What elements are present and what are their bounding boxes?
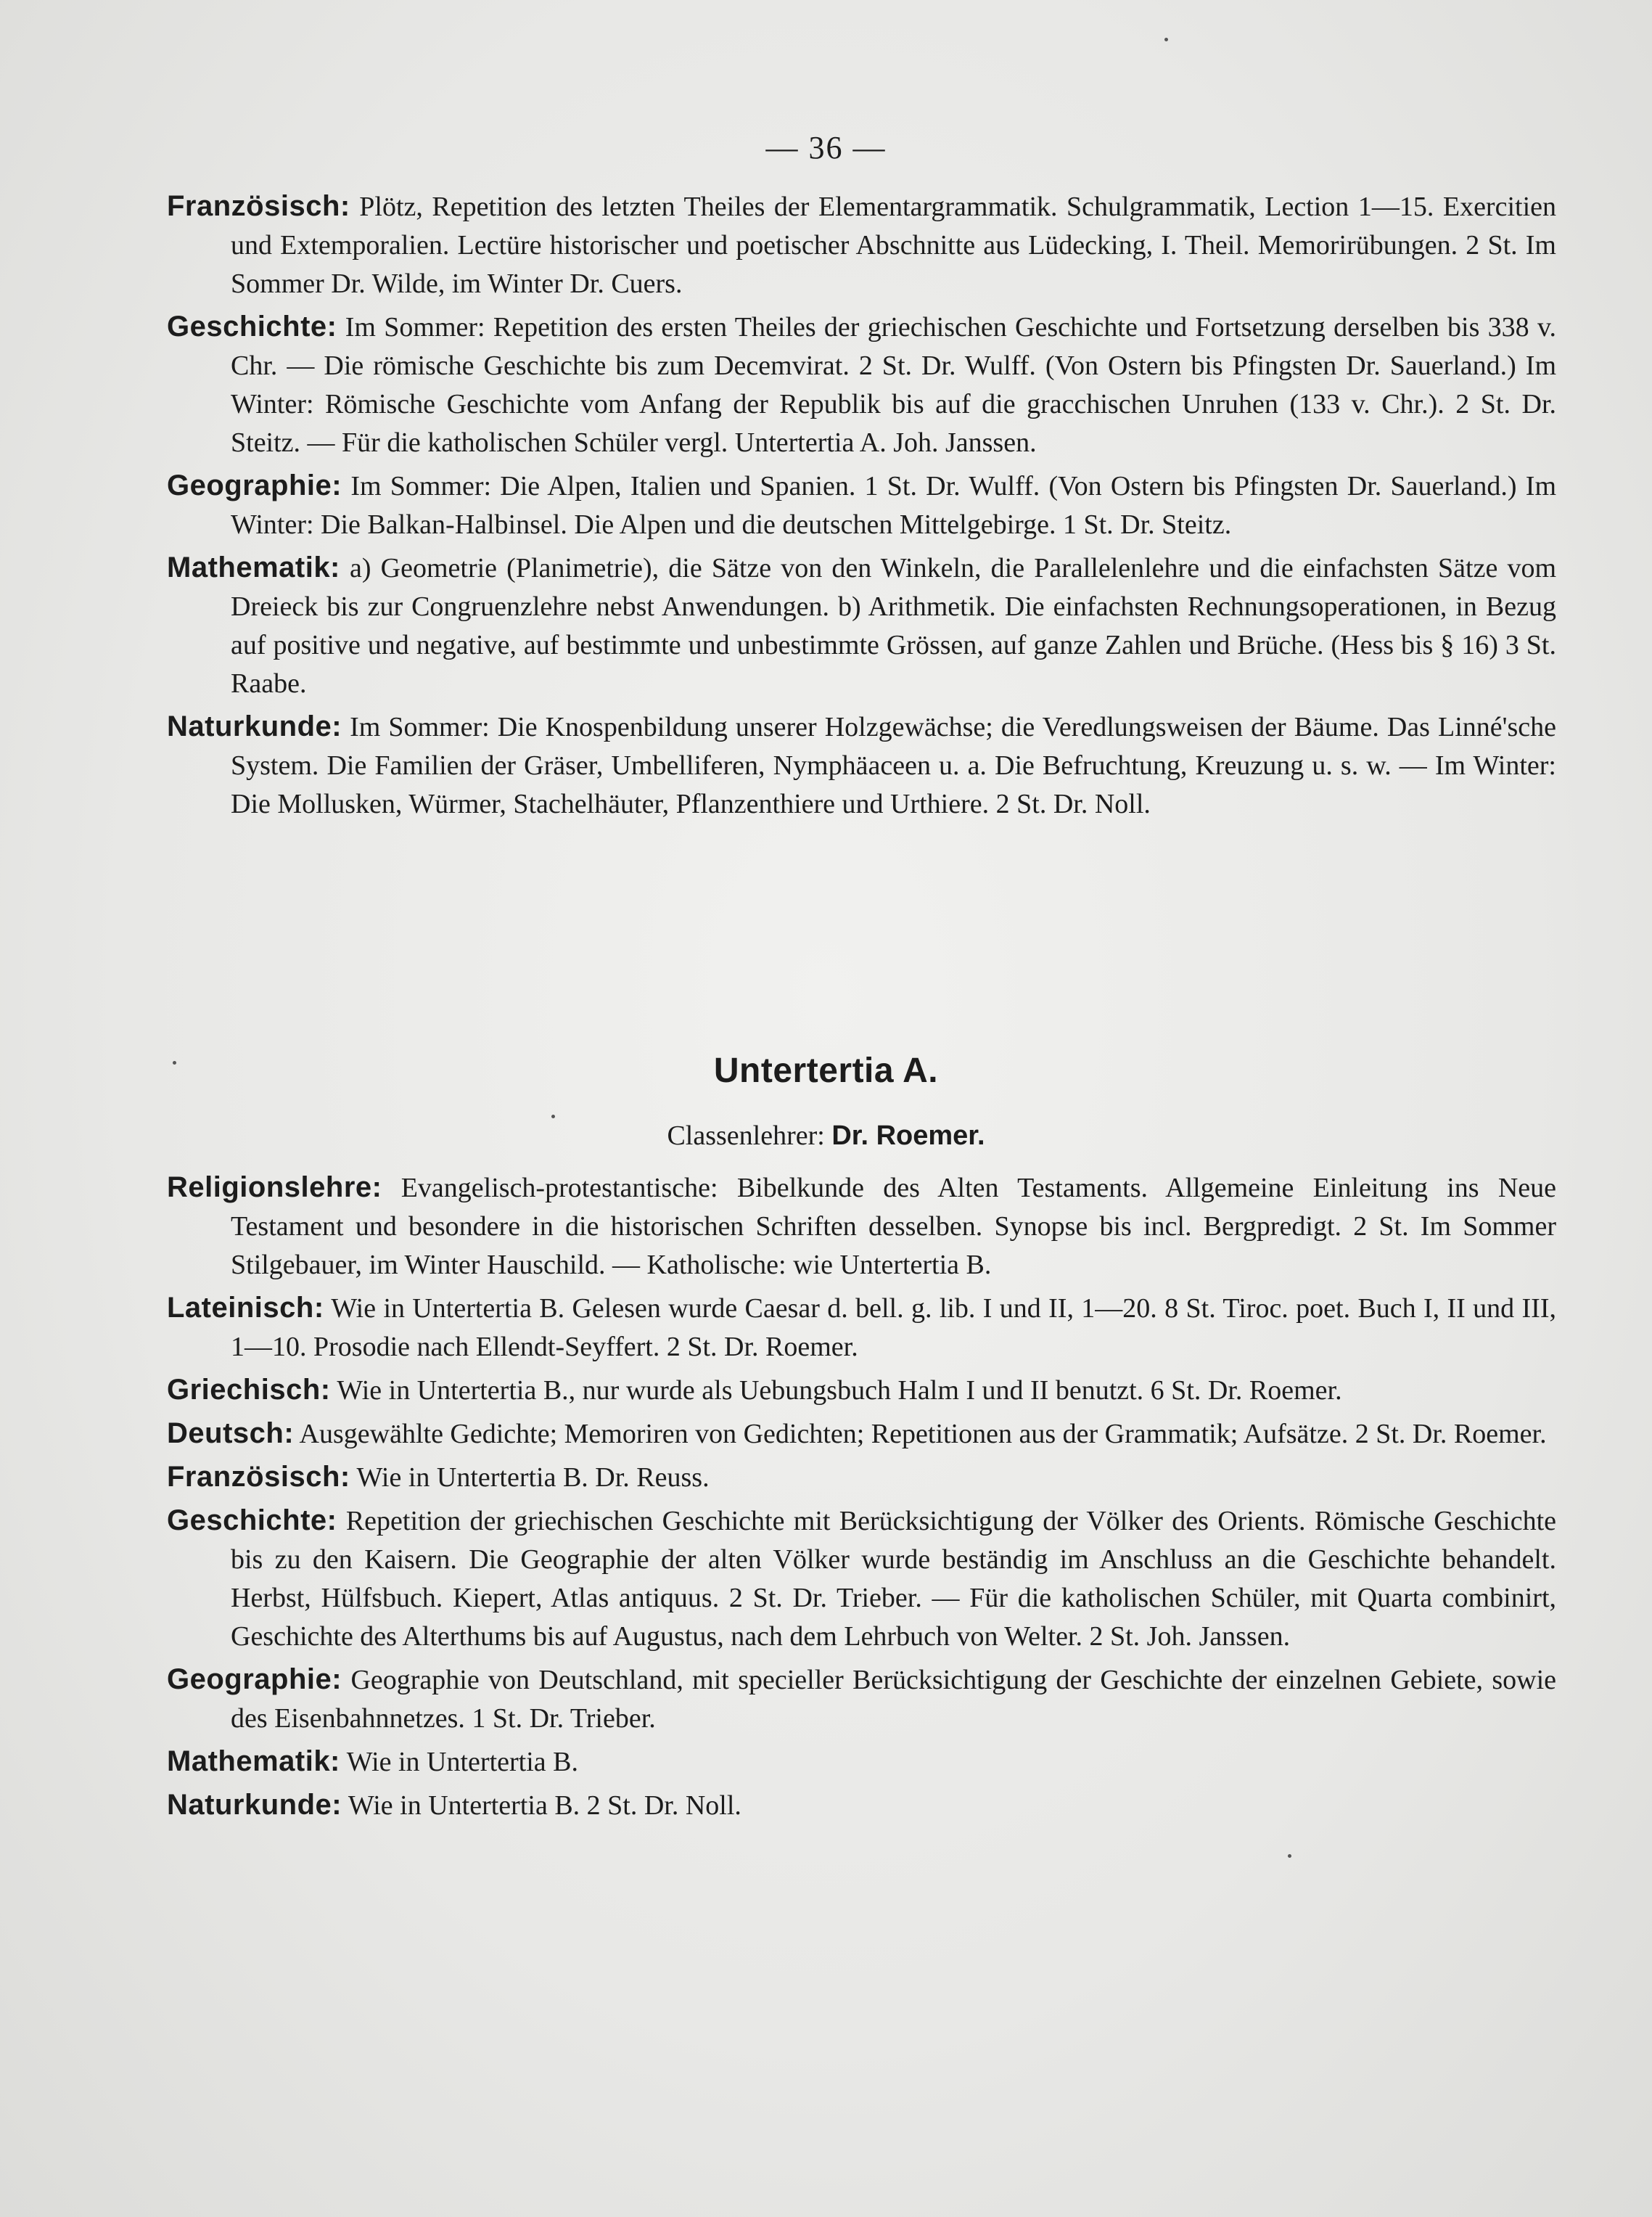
entry-geschichte: [167, 308, 1556, 462]
class-teacher: [0, 1120, 1652, 1152]
entry-term: Griechisch:: [167, 1374, 331, 1406]
entry-mathematik: [167, 1742, 1556, 1782]
entry-franzoesisch: [167, 187, 1556, 303]
entry-term: Mathematik:: [167, 1745, 340, 1777]
entry-term: Geographie:: [167, 470, 342, 501]
class-teacher-label: Classenlehrer:: [667, 1120, 825, 1151]
entry-text: Im Sommer: Die Knospenbildung unserer Holzgewächse; die Veredlungsweisen der Bäume. Das Linné'sche System. Die Familien der Gräser, Umbelliferen, Nymphäaceen u. a. Die Befruchtung, Kreuzung u. s. w. — Im Winter: Die Mollusken, Würmer, Stachelhäuter, Pflanzenthiere und Urthiere. 2 St. Dr. Noll.: [231, 712, 1556, 819]
entry-religionslehre: [167, 1168, 1556, 1284]
entry-term: Geschichte:: [167, 311, 337, 343]
entry-text: Geographie von Deutschland, mit specieller Berücksichtigung der Geschichte der einzelnen Gebiete, sowie des Eisenbahnnetzes. 1 St. Dr. Trieber.: [231, 1665, 1557, 1734]
entry-term: Geschichte:: [167, 1504, 337, 1536]
entry-text: Wie in Untertertia B. 2 St. Dr. Noll.: [348, 1790, 741, 1821]
entry-geographie: [167, 467, 1556, 544]
entry-text: Repetition der griechischen Geschichte mit Berücksichtigung der Völker des Orients. Römische Geschichte bis zu den Kaisern. Die Geographie der alten Völker wurde beständig im Anschluss an die Geschichte behandelt. Herbst, Hülfsbuch. Kiepert, Atlas antiquus. 2 St. Dr. Trieber. — Für die katholischen Schüler, mit Quarta combinirt, Geschichte des Alterthums bis auf Augustus, nach dem Lehrbuch von Welter. 2 St. Joh. Janssen.: [231, 1506, 1557, 1652]
entry-term: Französisch:: [167, 1461, 350, 1493]
bottom-entries: [167, 1168, 1556, 1829]
entry-text: Wie in Untertertia B.: [346, 1747, 578, 1777]
entry-lateinisch: [167, 1289, 1556, 1366]
entry-deutsch: [167, 1414, 1556, 1454]
entry-term: Religionslehre:: [167, 1171, 382, 1203]
entry-griechisch: [167, 1371, 1556, 1410]
top-entries: [167, 187, 1556, 828]
entry-text: Ausgewählte Gedichte; Memoriren von Gedichten; Repetitionen aus der Grammatik; Aufsätze. 2 St. Dr. Roemer.: [299, 1419, 1547, 1449]
entry-term: Geographie:: [167, 1663, 342, 1695]
entry-text: Plötz, Repetition des letzten Theiles der Elementargrammatik. Schulgrammatik, Lection 1—15. Exercitien und Extemporalien. Lectüre historischer und poetischer Abschnitte aus Lüdecking, I. Theil. Memorirübungen. 2 St. Im Sommer Dr. Wilde, im Winter Dr. Cuers.: [231, 192, 1556, 299]
entry-naturkunde: [167, 708, 1556, 824]
paper-speck: [1288, 1854, 1291, 1858]
entry-term: Mathematik:: [167, 552, 340, 583]
entry-term: Naturkunde:: [167, 710, 342, 742]
page-number: — 36 —: [765, 130, 887, 165]
entry-text: Wie in Untertertia B., nur wurde als Uebungsbuch Halm I und II benutzt. 6 St. Dr. Roemer.: [337, 1375, 1342, 1406]
entry-text: Wie in Untertertia B. Gelesen wurde Caesar d. bell. g. lib. I und II, 1—20. 8 St. Tiroc. poet. Buch I, II und III, 1—10. Prosodie nach Ellendt-Seyffert. 2 St. Dr. Roemer.: [231, 1293, 1556, 1362]
paper-speck: [551, 1115, 555, 1118]
entry-geschichte: [167, 1501, 1556, 1656]
entry-text: Wie in Untertertia B. Dr. Reuss.: [356, 1462, 710, 1493]
entry-text: a) Geometrie (Planimetrie), die Sätze von den Winkeln, die Parallelenlehre und die einfachsten Sätze vom Dreieck bis zur Congruenzlehre nebst Anwendungen. b) Arithmetik. Die einfachsten Rechnungsoperationen, in Bezug auf positive und negative, auf bestimmte und unbestimmte Grössen, auf ganze Zahlen und Brüche. (Hess bis § 16) 3 St. Raabe.: [231, 553, 1557, 699]
paper-speck: [1164, 38, 1168, 41]
entry-geographie: [167, 1660, 1556, 1738]
entry-text: Evangelisch-protestantische: Bibelkunde des Alten Testaments. Allgemeine Einleitung ins Neue Testament und besondere in die historischen Schriften desselben. Synopse bis incl. Bergpredigt. 2 St. Im Sommer Stilgebauer, im Winter Hauschild. — Katholische: wie Untertertia B.: [231, 1173, 1557, 1280]
paper-speck: [173, 1061, 176, 1065]
entry-term: Französisch:: [167, 190, 350, 222]
entry-mathematik: [167, 549, 1556, 703]
entry-text: Im Sommer: Die Alpen, Italien und Spanien. 1 St. Dr. Wulff. (Von Ostern bis Pfingsten Dr. Sauerland.) Im Winter: Die Balkan-Halbinsel. Die Alpen und die deutschen Mittelgebirge. 1 St. Dr. Steitz.: [231, 471, 1556, 540]
class-teacher-name: Dr. Roemer.: [831, 1120, 985, 1151]
entry-term: Naturkunde:: [167, 1789, 342, 1821]
entry-term: Deutsch:: [167, 1417, 295, 1449]
entry-franzoesisch: [167, 1458, 1556, 1497]
entry-term: Lateinisch:: [167, 1292, 324, 1324]
section-heading: Untertertia A.: [713, 1052, 939, 1090]
entry-text: Im Sommer: Repetition des ersten Theiles der griechischen Geschichte und Fortsetzung derselben bis 338 v. Chr. — Die römische Geschichte bis zum Decemvirat. 2 St. Dr. Wulff. (Von Ostern bis Pfingsten Dr. Sauerland.) Im Winter: Römische Geschichte vom Anfang der Republik bis auf die gracchischen Unruhen (133 v. Chr.). 2 St. Dr. Steitz. — Für die katholischen Schüler vergl. Untertertia A. Joh. Janssen.: [231, 312, 1556, 458]
entry-naturkunde: [167, 1786, 1556, 1825]
